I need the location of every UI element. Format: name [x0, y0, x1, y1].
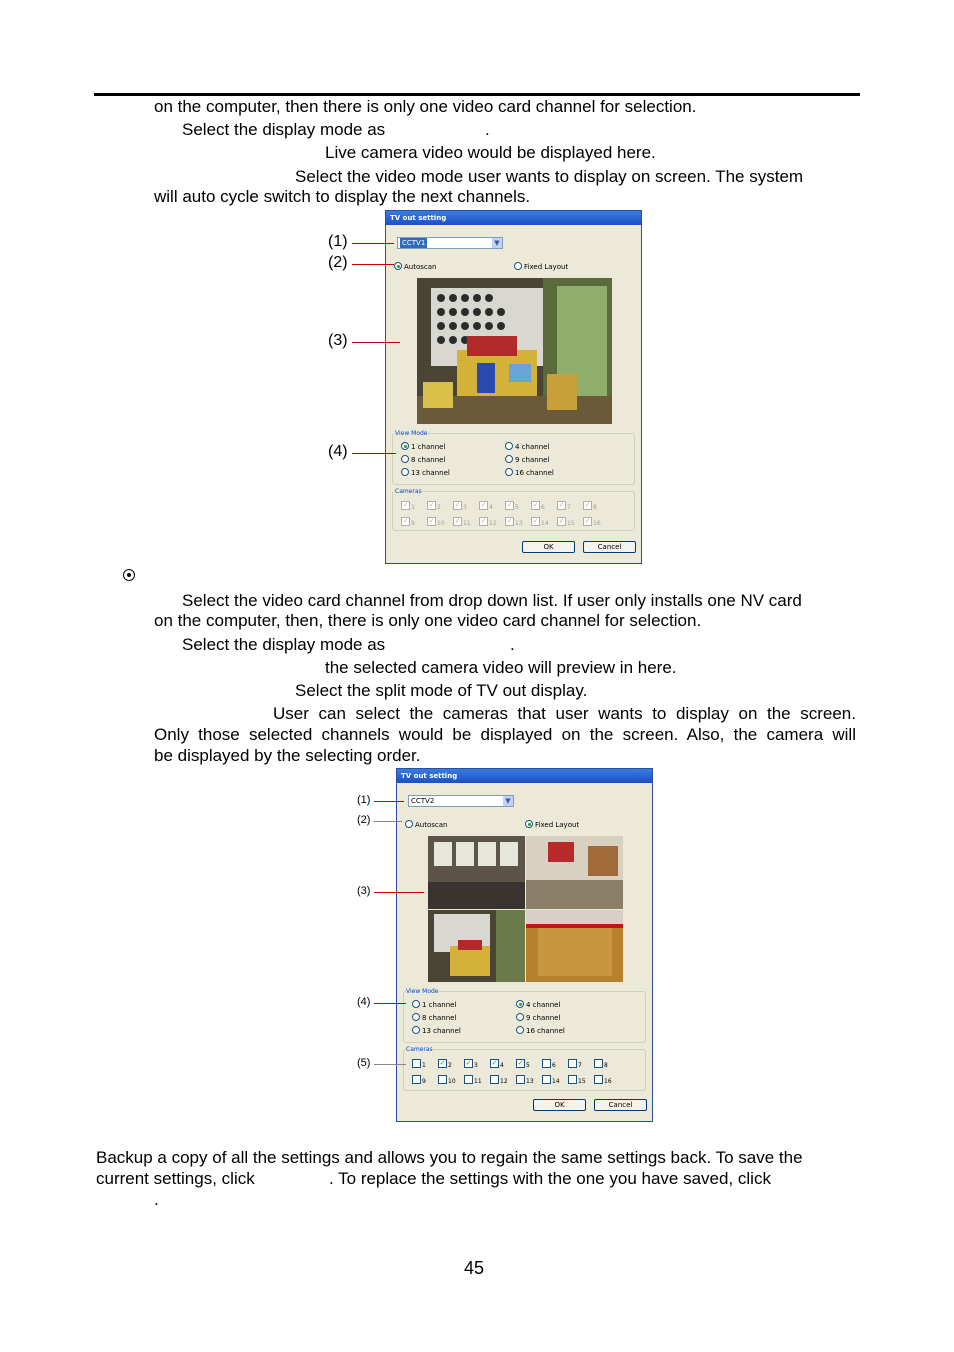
- camera-13-checkbox[interactable]: 13: [516, 1075, 534, 1086]
- para2-line1: Select the video card channel from drop down list. If user only installs one NV card: [182, 591, 802, 610]
- fixed-layout-radio[interactable]: Fixed Layout: [514, 262, 568, 271]
- autoscan-radio[interactable]: Autoscan: [394, 262, 436, 271]
- chevron-down-icon[interactable]: ▼: [503, 796, 513, 806]
- tv-out-dialog-autoscan: [385, 210, 642, 564]
- camera-12-checkbox[interactable]: 12: [490, 1075, 508, 1086]
- split-preview: [428, 836, 623, 982]
- camera-7-checkbox[interactable]: 7: [568, 1059, 582, 1070]
- cameras-label: Cameras: [406, 1046, 433, 1053]
- callout-4: (4): [357, 996, 371, 1008]
- mode-9-radio[interactable]: 9 channel: [505, 455, 549, 464]
- callout-2-line: [352, 264, 394, 265]
- camera-10-checkbox[interactable]: 10: [438, 1075, 456, 1086]
- page-number: 45: [464, 1258, 485, 1278]
- camera-14-checkbox[interactable]: 14: [542, 1075, 560, 1086]
- para2-line6: User can select the cameras that user wants to display on the screen.: [273, 704, 856, 723]
- live-preview: [417, 278, 612, 424]
- camera-6-checkbox[interactable]: 6: [542, 1059, 556, 1070]
- para1-line4: Select the video mode user wants to display on screen. The system: [295, 167, 804, 186]
- camera-7-checkbox[interactable]: ✓ 7: [558, 501, 571, 511]
- mode-16-radio[interactable]: 16 channel: [516, 1026, 565, 1035]
- callout-3-line: [374, 892, 424, 893]
- camera-3-checkbox[interactable]: ✓ 3: [454, 501, 467, 511]
- callout-4: (4): [328, 443, 348, 460]
- ok-button[interactable]: OK: [533, 1099, 586, 1111]
- para2-line2: on the computer, then, there is only one video card channel for selection.: [154, 611, 702, 630]
- para2-line3: Select the display mode as: [182, 635, 386, 654]
- camera-12-checkbox[interactable]: ✓ 12: [480, 517, 497, 527]
- camera-9-checkbox[interactable]: ✓ 9: [402, 517, 415, 527]
- para2-line7: Only those selected channels would be displayed on the screen. Also, the camera will: [154, 725, 856, 744]
- mode-13-radio[interactable]: 13 channel: [412, 1026, 461, 1035]
- callout-4-line: [352, 453, 396, 454]
- callout-3: (3): [357, 885, 371, 897]
- camera-2-checkbox[interactable]: ✓ 2: [428, 501, 441, 511]
- callout-2-line: [374, 821, 402, 822]
- camera-4-checkbox[interactable]: ✓ 4: [480, 501, 493, 511]
- camera-14-checkbox[interactable]: ✓ 14: [532, 517, 549, 527]
- para2-line3-end: .: [510, 635, 515, 654]
- camera-15-checkbox[interactable]: 15: [568, 1075, 586, 1086]
- para3-line2b: . To replace the settings with the one you have saved, click: [329, 1169, 771, 1188]
- cancel-button[interactable]: Cancel: [594, 1099, 647, 1111]
- para2-line5: Select the split mode of TV out display.: [295, 681, 588, 700]
- autoscan-radio[interactable]: Autoscan: [405, 820, 447, 829]
- dialog-title: TV out setting: [397, 769, 652, 783]
- camera-16-checkbox[interactable]: 16: [594, 1075, 612, 1086]
- tv-out-dialog-fixed: [396, 768, 653, 1122]
- callout-1-line: [374, 801, 404, 802]
- camera-8-checkbox[interactable]: 8: [594, 1059, 608, 1070]
- chevron-down-icon[interactable]: ▼: [492, 238, 502, 248]
- camera-16-checkbox[interactable]: ✓ 16: [584, 517, 601, 527]
- view-mode-label: View Mode: [395, 430, 428, 437]
- camera-11-checkbox[interactable]: ✓ 11: [454, 517, 471, 527]
- mode-4-radio[interactable]: 4 channel: [505, 442, 549, 451]
- para3-line2a: current settings, click: [96, 1169, 255, 1188]
- mode-4-radio[interactable]: 4 channel: [516, 1000, 560, 1009]
- camera-3-checkbox[interactable]: ✓ 3: [465, 1059, 478, 1069]
- channel-dropdown[interactable]: [408, 795, 514, 807]
- camera-4-checkbox[interactable]: ✓ 4: [491, 1059, 504, 1069]
- camera-6-checkbox[interactable]: ✓ 6: [532, 501, 545, 511]
- mode-16-radio[interactable]: 16 channel: [505, 468, 554, 477]
- callout-3-line: [352, 342, 400, 343]
- mode-9-radio[interactable]: 9 channel: [516, 1013, 560, 1022]
- callout-4-line: [374, 1003, 406, 1004]
- dialog-title: TV out setting: [386, 211, 641, 225]
- mode-8-radio[interactable]: 8 channel: [401, 455, 445, 464]
- view-mode-label: View Mode: [406, 988, 439, 995]
- callout-1-line: [352, 243, 394, 244]
- camera-5-checkbox[interactable]: ✓ 5: [506, 501, 519, 511]
- camera-1-checkbox[interactable]: ✓ 1: [402, 501, 415, 511]
- channel-dropdown[interactable]: [397, 237, 503, 249]
- camera-5-checkbox[interactable]: ✓ 5: [517, 1059, 530, 1069]
- fixed-layout-radio[interactable]: Fixed Layout: [525, 820, 579, 829]
- para3-line1: Backup a copy of all the settings and allows you to regain the same settings back. To save the: [96, 1148, 803, 1167]
- mode-1-radio[interactable]: 1 channel: [412, 1000, 456, 1009]
- callout-1: (1): [357, 794, 371, 806]
- para3-line3: .: [154, 1190, 159, 1209]
- callout-5-line: [374, 1064, 406, 1065]
- callout-1: (1): [328, 233, 348, 250]
- mode-13-radio[interactable]: 13 channel: [401, 468, 450, 477]
- channel-value: CCTV2: [411, 797, 435, 805]
- camera-13-checkbox[interactable]: ✓ 13: [506, 517, 523, 527]
- para1-line1: on the computer, then there is only one video card channel for selection.: [154, 97, 697, 116]
- para2-line8: be displayed by the selecting order.: [154, 746, 421, 765]
- camera-2-checkbox[interactable]: ✓ 2: [439, 1059, 452, 1069]
- callout-2: (2): [357, 814, 371, 826]
- camera-1-checkbox[interactable]: 1: [412, 1059, 426, 1070]
- para1-line2: Select the display mode as: [182, 120, 386, 139]
- camera-8-checkbox[interactable]: ✓ 8: [584, 501, 597, 511]
- camera-9-checkbox[interactable]: 9: [412, 1075, 426, 1086]
- callout-3: (3): [328, 332, 348, 349]
- mode-1-radio[interactable]: 1 channel: [401, 442, 445, 451]
- mode-8-radio[interactable]: 8 channel: [412, 1013, 456, 1022]
- classroom-image: [417, 278, 612, 424]
- camera-15-checkbox[interactable]: ✓ 15: [558, 517, 575, 527]
- para1-line5: will auto cycle switch to display the next channels.: [154, 187, 531, 206]
- camera-10-checkbox[interactable]: ✓ 10: [428, 517, 445, 527]
- camera-11-checkbox[interactable]: 11: [464, 1075, 482, 1086]
- ok-button[interactable]: OK: [522, 541, 575, 553]
- para1-line3: Live camera video would be displayed here.: [325, 143, 656, 162]
- four-camera-image: [428, 836, 623, 982]
- channel-value: CCTV1: [402, 239, 426, 247]
- para2-line4: the selected camera video will preview in here.: [325, 658, 677, 677]
- cancel-button[interactable]: Cancel: [583, 541, 636, 553]
- para1-line2-end: .: [485, 120, 490, 139]
- callout-5: (5): [357, 1057, 371, 1069]
- bullet-icon: [123, 569, 135, 581]
- cameras-label: Cameras: [395, 488, 422, 495]
- callout-2: (2): [328, 254, 348, 271]
